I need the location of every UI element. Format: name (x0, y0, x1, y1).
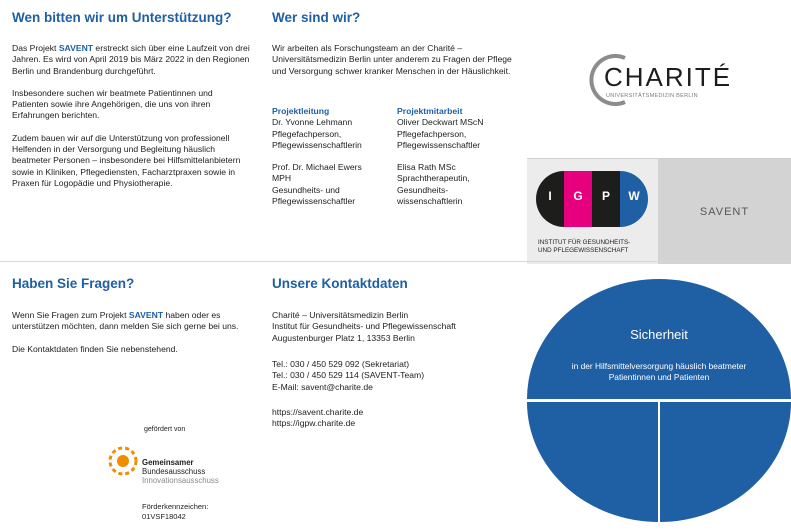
funding-number (142, 502, 208, 521)
funded-by-label: gefördert von (144, 426, 186, 433)
igpw-letter-g: G (573, 189, 583, 203)
website-link-savent[interactable]: https://savent.charite.de (272, 407, 364, 417)
questions-paragraph-2: Die Kontaktdaten finden Sie nebenstehend. (12, 343, 178, 354)
savent-highlight-2: SAVENT (128, 310, 164, 320)
staff-person-2: Elisa Rath MSc Sprachtherapeutin, Gesundheits- wissenschaftlerin (397, 162, 470, 207)
gba-logo-icon (107, 441, 139, 481)
about-intro: Wir arbeiten als Forschungsteam an der Charité – Universitätsmedizin Berlin unter anderem zu Fragen der Pflege und Versorgung schwer kranker Menschen in der Häuslichkeit. (272, 43, 512, 76)
igpw-letter-w: W (628, 189, 640, 203)
dome-title: Sicherheit (630, 327, 688, 342)
lead-person-1: Dr. Yvonne Lehmann Pflegefachperson, Pflegewissenschaftlerin (272, 117, 362, 150)
igpw-logo-panel (527, 158, 658, 264)
support-paragraph-1: Das Projekt SAVENT erstreckt sich über eine Laufzeit von drei Jahren. Es wird von April 2019 bis März 2022 in den Regionen Berlin und Brandenburg durchgeführt. (12, 43, 250, 76)
project-staff-block (397, 106, 517, 207)
gba-name-line-1: Gemeinsamer (142, 458, 194, 467)
funding-number-label: Förderkennzeichen: (142, 502, 209, 511)
about-heading: Wer sind wir? (272, 10, 361, 25)
questions-paragraph-1: Wenn Sie Fragen zum Projekt SAVENT haben oder es unterstützen möchten, dann melden Sie sich gerne bei uns. (12, 310, 239, 332)
charite-logo (587, 52, 737, 108)
charite-subtitle: UNIVERSITÄTSMEDIZIN BERLIN (606, 93, 698, 99)
website-link-igpw[interactable]: https://igpw.charite.de (272, 418, 356, 428)
charite-name: CHARITÉ (604, 62, 733, 92)
funding-number-value: 01VSF18042 (142, 511, 186, 521)
contact-heading: Unsere Kontaktdaten (272, 276, 408, 291)
savent-panel (658, 158, 791, 264)
gba-logo-text (142, 458, 219, 485)
savent-panel-label: SAVENT (699, 206, 750, 218)
staff-person-1: Oliver Deckwart MScN Pflegefachperson, Pflegewissenschaftler (397, 117, 484, 150)
dome-subtitle: in der Hilfsmittelversorgung häuslich beatmeter Patientinnen und Patienten (571, 361, 747, 382)
igpw-letter-p: P (601, 189, 610, 203)
igpw-institute-text: INSTITUT FÜR GESUNDHEITS- UND PFLEGEWISSENSCHAFT (538, 239, 631, 254)
project-lead-block (272, 106, 392, 207)
contact-address: Charité – Universitätsmedizin Berlin Institut für Gesundheits- und Pflegewissenschaft Augustenburger Platz 1, 13353 Berlin (272, 310, 456, 343)
support-text (12, 43, 250, 189)
gba-name-line-3: Innovationsausschuss (142, 476, 219, 485)
gba-name-line-2: Bundesausschuss (142, 467, 206, 476)
questions-heading: Haben Sie Fragen? (12, 276, 135, 291)
savent-highlight: SAVENT (58, 43, 94, 53)
questions-text (12, 310, 250, 355)
contact-phone-email: Tel.: 030 / 450 529 092 (Sekretariat) Tel.: 030 / 450 529 114 (SAVENT-Team) E-Mail: savent@charite.de (272, 359, 425, 392)
support-paragraph-3: Zudem bauen wir auf die Unterstützung von professionell Helfenden in der Versorgung und Begleitung häuslich beatmeter Personen – insbesondere bei Hilfsmittelanbietern sowie in Kliniken, Pflegediensten, Facharztpraxen sowie in Praxen für Logopädie und Physiotherapie. (12, 132, 241, 188)
fold-divider (0, 261, 791, 262)
security-dome-graphic (527, 279, 791, 531)
support-paragraph-2: Insbesondere suchen wir beatmete Patientinnen und Patienten sowie ihre Angehörigen, die uns von ihren Erfahrungen berichten. (12, 87, 213, 121)
project-lead-title: Projektleitung (272, 106, 330, 116)
igpw-letters (536, 189, 648, 203)
support-heading: Wen bitten wir um Unterstützung? (12, 10, 232, 25)
igpw-letter-i: I (548, 189, 552, 203)
project-staff-title: Projektmitarbeit (397, 106, 463, 116)
lead-person-2: Prof. Dr. Michael Ewers MPH Gesundheits- und Pflegewissenschaftler (272, 162, 362, 207)
